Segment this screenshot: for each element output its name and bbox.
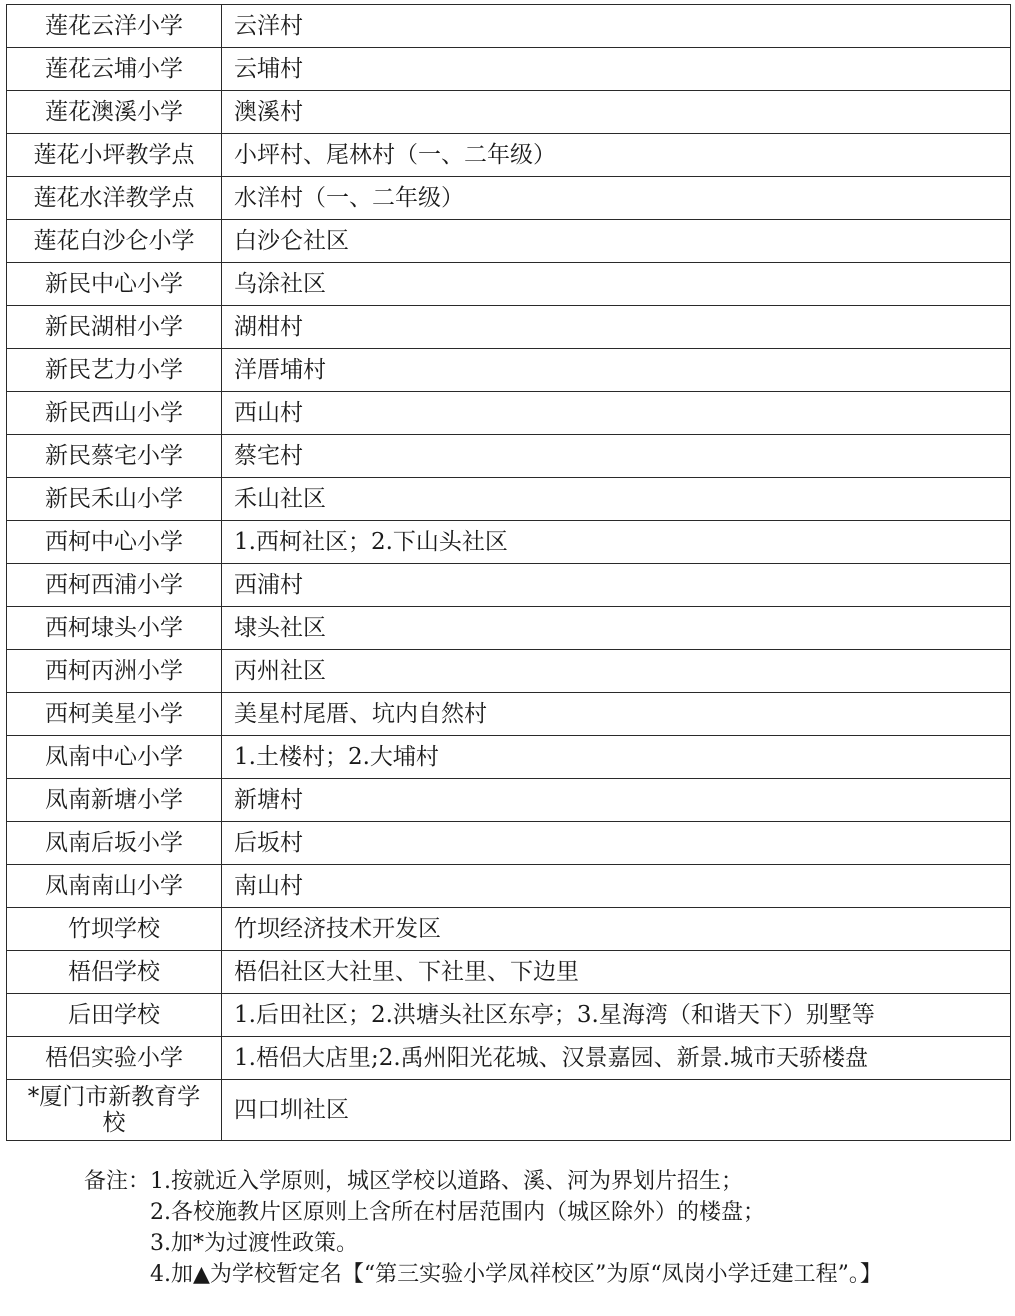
service-area-cell: 梧侣社区大社里、下社里、下边里 [222,951,1011,994]
table-row [7,91,1011,134]
school-name-cell: 莲花云洋小学 [7,5,222,48]
school-name-cell: 梧侣实验小学 [7,1037,222,1080]
service-area-cell: 云埔村 [222,48,1011,91]
table-row [7,1080,1011,1141]
service-area-cell: 四口圳社区 [222,1080,1011,1141]
service-area-cell: 小坪村、尾林村（一、二年级） [222,134,1011,177]
note-text: 3.加*为过渡性政策。 [150,1231,358,1256]
school-name-cell: 新民中心小学 [7,263,222,306]
school-name-cell: 莲花云埔小学 [7,48,222,91]
table-row [7,865,1011,908]
table-row [7,5,1011,48]
table-row [7,521,1011,564]
table-row [7,263,1011,306]
school-name-cell: 梧侣学校 [7,951,222,994]
service-area-cell: 澳溪村 [222,91,1011,134]
service-area-cell: 南山村 [222,865,1011,908]
table-row [7,392,1011,435]
service-area-cell: 洋厝埔村 [222,349,1011,392]
table-row [7,650,1011,693]
service-area-cell: 湖柑村 [222,306,1011,349]
table-row [7,134,1011,177]
school-name-cell: 西柯丙洲小学 [7,650,222,693]
table-row [7,435,1011,478]
service-area-cell: 丙州社区 [222,650,1011,693]
notes-section [0,1166,1015,1290]
service-area-cell: 蔡宅村 [222,435,1011,478]
service-area-cell: 竹坝经济技术开发区 [222,908,1011,951]
service-area-cell: 埭头社区 [222,607,1011,650]
school-name-cell: 西柯美星小学 [7,693,222,736]
service-area-cell: 水洋村（一、二年级） [222,177,1011,220]
service-area-cell: 云洋村 [222,5,1011,48]
note-item [0,1166,1015,1197]
table-row [7,478,1011,521]
service-area-cell: 后坂村 [222,822,1011,865]
table-row [7,693,1011,736]
school-name-cell: *厦门市新教育学校 [7,1080,222,1141]
service-area-cell: 乌涂社区 [222,263,1011,306]
table-row [7,1037,1011,1080]
service-area-cell: 1.梧侣大店里;2.禹州阳光花城、汉景嘉园、新景.城市天骄楼盘 [222,1037,1011,1080]
service-area-cell: 1.西柯社区；2.下山头社区 [222,521,1011,564]
school-name-cell: 新民艺力小学 [7,349,222,392]
enrollment-zone-table [6,4,1011,1141]
school-name-cell: 西柯中心小学 [7,521,222,564]
service-area-cell: 白沙仑社区 [222,220,1011,263]
table-row [7,779,1011,822]
table-row [7,48,1011,91]
table-row [7,607,1011,650]
table-row [7,220,1011,263]
note-text: 4.加▲为学校暂定名【“第三实验小学凤祥校区”为原“凤岗小学迁建工程”。】 [150,1262,882,1287]
note-item [0,1197,1015,1228]
table-body [7,5,1011,1141]
school-name-cell: 莲花白沙仑小学 [7,220,222,263]
note-text: 1.按就近入学原则，城区学校以道路、溪、河为界划片招生； [150,1169,743,1194]
school-name-cell: 西柯西浦小学 [7,564,222,607]
table-row [7,736,1011,779]
service-area-cell: 1.土楼村；2.大埔村 [222,736,1011,779]
school-name-cell: 新民禾山小学 [7,478,222,521]
service-area-cell: 1.后田社区；2.洪塘头社区东亭；3.星海湾（和谐天下）别墅等 [222,994,1011,1037]
note-item [0,1259,1015,1290]
table-row [7,994,1011,1037]
note-text: 2.各校施教片区原则上含所在村居范围内（城区除外）的楼盘； [150,1200,765,1225]
service-area-cell: 西山村 [222,392,1011,435]
service-area-cell: 美星村尾厝、坑内自然村 [222,693,1011,736]
table-row [7,822,1011,865]
note-item [0,1228,1015,1259]
notes-label: 备注： [83,1169,150,1194]
school-name-cell: 莲花水洋教学点 [7,177,222,220]
school-name-cell: 莲花小坪教学点 [7,134,222,177]
service-area-cell: 禾山社区 [222,478,1011,521]
school-name-cell: 后田学校 [7,994,222,1037]
table-row [7,177,1011,220]
service-area-cell: 新塘村 [222,779,1011,822]
school-name-cell: 莲花澳溪小学 [7,91,222,134]
school-name-cell: 凤南南山小学 [7,865,222,908]
school-name-cell: 新民西山小学 [7,392,222,435]
table-row [7,306,1011,349]
school-name-cell: 新民湖柑小学 [7,306,222,349]
table-row [7,908,1011,951]
table-row [7,349,1011,392]
school-name-cell: 西柯埭头小学 [7,607,222,650]
school-name-cell: 新民蔡宅小学 [7,435,222,478]
table-row [7,564,1011,607]
school-name-cell: 凤南后坂小学 [7,822,222,865]
table-row [7,951,1011,994]
school-name-cell: 凤南新塘小学 [7,779,222,822]
school-name-cell: 凤南中心小学 [7,736,222,779]
service-area-cell: 西浦村 [222,564,1011,607]
school-name-cell: 竹坝学校 [7,908,222,951]
